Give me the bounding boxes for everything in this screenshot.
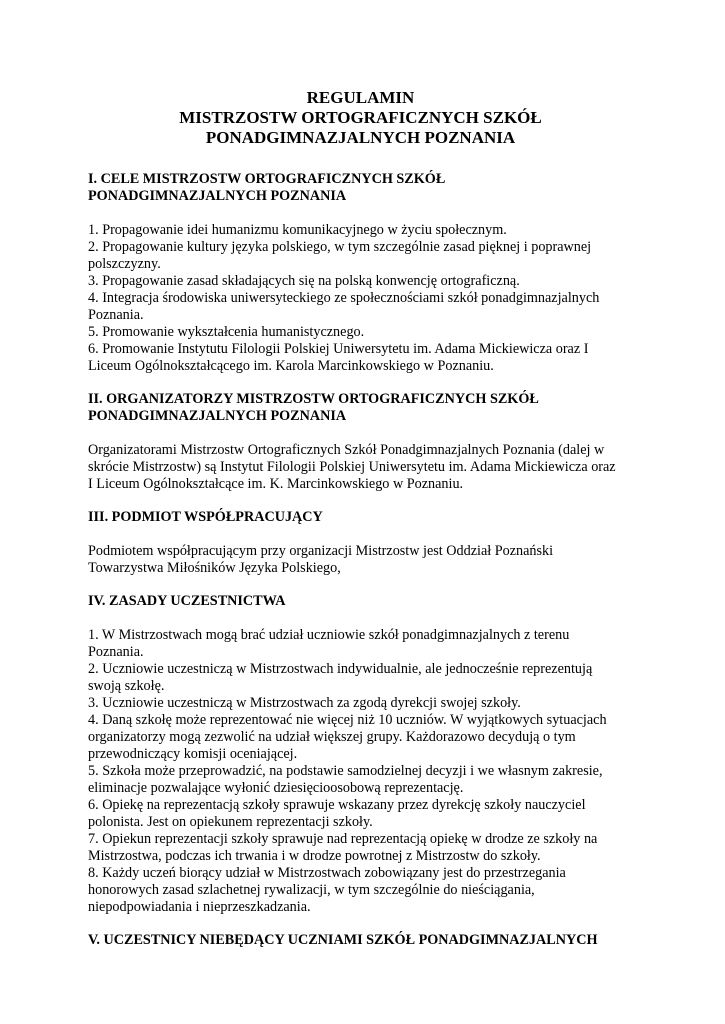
text-line: Poznania. [88,307,144,323]
section-body-zasady [88,627,633,916]
text-line: Organizatorami Mistrzostw Ortograficznych Szkół Ponadgimnazjalnych Poznania (dalej w [88,442,605,458]
section-heading-zasady: IV. ZASADY UCZESTNICTWA [88,593,286,609]
text-line: organizatorzy mogą zezwolić na udział większej grupy. Każdorazowo decydują o tym [88,729,576,745]
text-line: polonista. Jest on opiekunem reprezentacji szkoły. [88,814,373,830]
text-line: swoją szkołę. [88,678,165,694]
text-line: Liceum Ogólnokształcącego im. Karola Marcinkowskiego w Poznaniu. [88,358,494,374]
text-line: 4. Integracja środowiska uniwersyteckiego ze społecznościami szkół ponadgimnazjalnych [88,290,600,306]
text-line: 5. Szkoła może przeprowadzić, na podstawie samodzielnej decyzji i we własnym zakresie, [88,763,603,779]
section-body-organizatorzy [88,442,633,493]
text-line: 2. Propagowanie kultury języka polskiego, w tym szczególnie zasad pięknej i poprawnej [88,239,592,255]
text-line: 7. Opiekun reprezentacji szkoły sprawuje nad reprezentacją opiekę w drodze ze szkoły na [88,831,598,847]
text-line: Mistrzostwa, podczas ich trwania i w drodze powrotnej z Mistrzostw do szkoły. [88,848,541,864]
text-line: 8. Każdy uczeń biorący udział w Mistrzostwach zobowiązany jest do przestrzegania [88,865,566,881]
text-line: eliminacje pozwalające wyłonić dziesięcioosobową reprezentację. [88,780,464,796]
section-body-cele [88,222,633,375]
text-line: 1. W Mistrzostwach mogą brać udział uczniowie szkół ponadgimnazjalnych z terenu [88,627,570,643]
text-line: przewodniczący komisji oceniającej. [88,746,298,762]
text-line: 4. Daną szkołę może reprezentować nie więcej niż 10 uczniów. W wyjątkowych sytuacjach [88,712,607,728]
text-line: Podmiotem współpracującym przy organizacji Mistrzostw jest Oddział Poznański [88,543,554,559]
text-line: polszczyzny. [88,256,161,272]
section-heading-podmiot: III. PODMIOT WSPÓŁPRACUJĄCY [88,509,323,525]
text-line: Towarzystwa Miłośników Języka Polskiego, [88,560,341,576]
text-line: 5. Promowanie wykształcenia humanistycznego. [88,324,365,340]
text-line: 3. Uczniowie uczestniczą w Mistrzostwach za zgodą dyrekcji swojej szkoły. [88,695,521,711]
text-line: 6. Opiekę na reprezentacją szkoły sprawuje wskazany przez dyrekcję szkoły nauczyciel [88,797,586,813]
section-body-podmiot [88,543,633,577]
text-line: Poznania. [88,644,144,660]
text-line: honorowych zasad szlachetnej rywalizacji, w tym szczególnie do nieściągania, [88,882,535,898]
title-line: MISTRZOSTW ORTOGRAFICZNYCH SZKÓŁ [179,108,542,127]
title-line: PONADGIMNAZJALNYCH POZNANIA [205,128,516,147]
document-title [88,88,633,148]
text-line: skrócie Mistrzostw) są Instytut Filologii Polskiej Uniwersytetu im. Adama Mickiewicza oraz [88,459,616,475]
text-line: 1. Propagowanie idei humanizmu komunikacyjnego w życiu społecznym. [88,222,507,238]
title-line: REGULAMIN [306,88,415,107]
text-line: 6. Promowanie Instytutu Filologii Polskiej Uniwersytetu im. Adama Mickiewicza oraz I [88,341,589,357]
document-page [88,88,633,949]
section-heading-cele: I. CELE MISTRZOSTW ORTOGRAFICZNYCH SZKÓŁ PONADGIMNAZJALNYCH POZNANIA [88,171,446,204]
section-heading-uczestnicy: V. UCZESTNICY NIEBĘDĄCY UCZNIAMI SZKÓŁ PONADGIMNAZJALNYCH [88,932,598,948]
text-line: I Liceum Ogólnokształcące im. K. Marcinkowskiego w Poznaniu. [88,476,464,492]
section-heading-organizatorzy: II. ORGANIZATORZY MISTRZOSTW ORTOGRAFICZNYCH SZKÓŁ PONADGIMNAZJALNYCH POZNANIA [88,391,539,424]
text-line: niepodpowiadania i nieprzeszkadzania. [88,899,311,915]
text-line: 3. Propagowanie zasad składających się na polską konwencję ortograficzną. [88,273,520,289]
text-line: 2. Uczniowie uczestniczą w Mistrzostwach indywidualnie, ale jednocześnie reprezentują [88,661,593,677]
